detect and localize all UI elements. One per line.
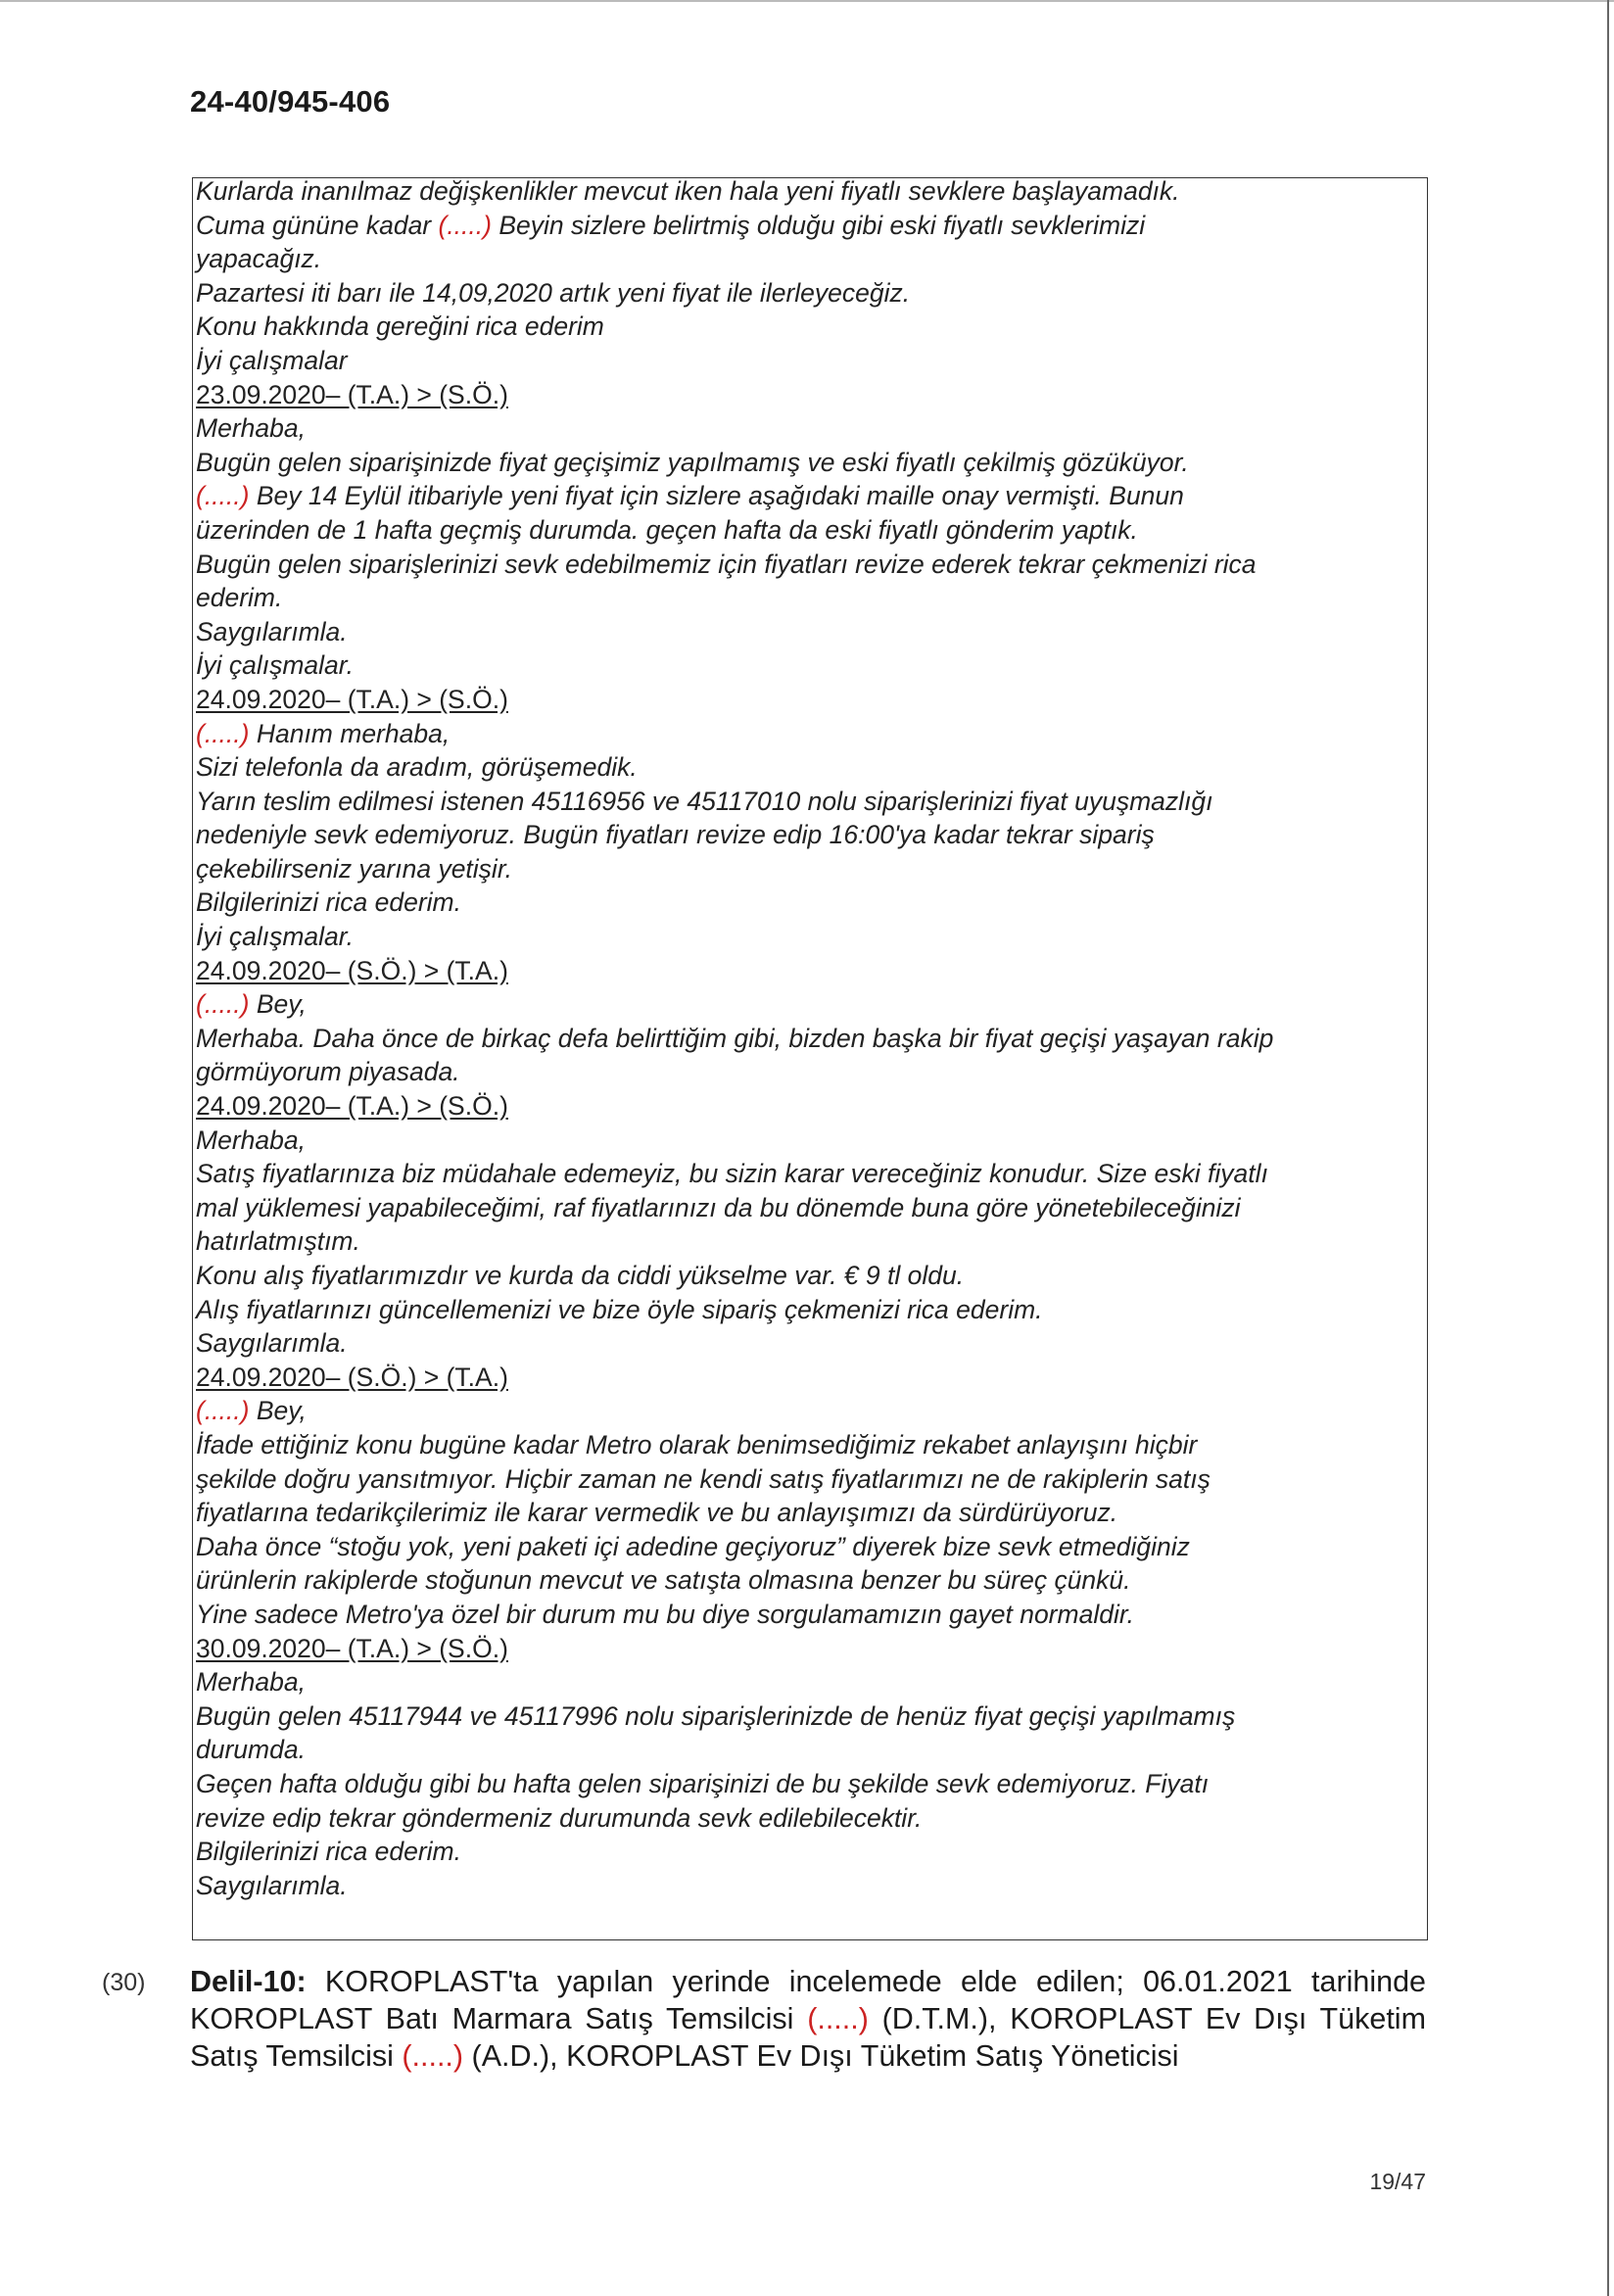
paragraph-number: (30) xyxy=(102,1969,146,1996)
quote-line: İyi çalışmalar xyxy=(196,345,348,375)
quote-line: üzerinden de 1 hafta geçmiş durumda. geçen hafta da eski fiyatlı gönderim yaptık. xyxy=(196,514,1138,545)
redacted-name: (.....) xyxy=(196,1396,250,1426)
quote-line: Bugün gelen 45117944 ve 45117996 nolu siparişlerinizde de henüz fiyat geçişi yapılmamış xyxy=(196,1700,1236,1731)
email-date-line: 24.09.2020– (S.Ö.) > (T.A.) xyxy=(196,955,508,985)
document-number: 24-40/945-406 xyxy=(190,84,391,119)
scan-edge-top xyxy=(0,0,1614,2)
quote-line: Merhaba, xyxy=(196,1667,306,1698)
quote-line: Merhaba, xyxy=(196,1124,306,1155)
quote-line: görmüyorum piyasada. xyxy=(196,1057,460,1087)
quote-line: mal yüklemesi yapabileceğimi, raf fiyatlarınızı da bu dönemde buna göre yönetebileceğinizi xyxy=(196,1192,1241,1222)
evidence-paragraph: Delil-10: KOROPLAST'ta yapılan yerinde incelemede elde edilen; 06.01.2021 tarihinde KOROPLAST Batı Marmara Satış Temsilcisi (.....) (D.T.M.), KOROPLAST Ev Dışı Tüketim Satış Temsilcisi (.....) (A.D.), KOROPLAST Ev Dışı Tüketim Satış Yöneticisi xyxy=(190,1965,1426,2073)
quote-line: (.....) Bey 14 Eylül itibariyle yeni fiyat için sizlere aşağıdaki maille onay vermişti. Bunun xyxy=(196,481,1184,511)
quote-line: Pazartesi iti barı ile 14,09,2020 artık yeni fiyat ile ilerleyeceğiz. xyxy=(196,277,911,308)
redacted-name: (.....) xyxy=(196,989,250,1020)
email-date-line: 24.09.2020– (S.Ö.) > (T.A.) xyxy=(196,1362,508,1392)
quote-line: durumda. xyxy=(196,1735,306,1765)
quote-line: Bugün gelen siparişlerinizi sevk edebilmemiz için fiyatları revize ederek tekrar çekmenizi rica xyxy=(196,549,1257,579)
quote-line: Bilgilerinizi rica ederim. xyxy=(196,1837,461,1867)
quote-line: Cuma gününe kadar (.....) Beyin sizlere belirtmiş olduğu gibi eski fiyatlı sevklerimizi xyxy=(196,210,1146,240)
quote-line: yapacağız. xyxy=(196,244,322,274)
quote-line: Konu alış fiyatlarımızdır ve kurda da ciddi yükselme var. € 9 tl oldu. xyxy=(196,1261,965,1290)
quote-line: Konu hakkında gereğini rica ederim xyxy=(196,311,604,342)
quote-line: Merhaba, xyxy=(196,413,306,444)
quote-line: şekilde doğru yansıtmıyor. Hiçbir zaman ne kendi satış fiyatlarımızı ne de rakiplerin satış xyxy=(196,1463,1210,1494)
quote-line: Saygılarımla. xyxy=(196,1870,348,1900)
scan-edge-right xyxy=(1607,0,1609,2296)
quote-line: Saygılarımla. xyxy=(196,616,348,646)
quote-line: (.....) Hanım merhaba, xyxy=(196,718,451,748)
quote-line: Yine sadece Metro'ya özel bir durum mu bu diye sorgulamamızın gayet normaldir. xyxy=(196,1599,1135,1629)
email-date-line: 23.09.2020– (T.A.) > (S.Ö.) xyxy=(196,379,508,409)
quote-line: Satış fiyatlarınıza biz müdahale edemeyiz, bu sizin karar vereceğiniz konudur. Size eski fiyatlı xyxy=(196,1159,1268,1189)
redacted-name: (.....) xyxy=(807,2002,869,2035)
quote-line: Saygılarımla. xyxy=(196,1328,348,1359)
quote-line: Bilgilerinizi rica ederim. xyxy=(196,887,461,918)
quote-line: ederim. xyxy=(196,583,283,613)
redacted-name: (.....) xyxy=(402,2039,464,2073)
quote-line: ürünlerin rakiplerde stoğunun mevcut ve satışta olmasına benzer bu süreç çünkü. xyxy=(196,1565,1131,1596)
quote-line: İfade ettiğiniz konu bugüne kadar Metro olarak benimsediğimiz rekabet anlayışını hiçbir xyxy=(196,1429,1198,1459)
quote-line: çekebilirseniz yarına yetişir. xyxy=(196,853,513,884)
email-date-line: 30.09.2020– (T.A.) > (S.Ö.) xyxy=(196,1633,508,1663)
quote-line: (.....) Bey, xyxy=(196,989,307,1020)
quote-line: İyi çalışmalar. xyxy=(196,650,354,681)
quote-line: Alış fiyatlarınızı güncellemenizi ve bize öyle sipariş çekmenizi rica ederim. xyxy=(196,1294,1043,1324)
email-date-line: 24.09.2020– (T.A.) > (S.Ö.) xyxy=(196,1091,508,1122)
quote-line: hatırlatmıştım. xyxy=(196,1226,360,1257)
redacted-name: (.....) xyxy=(438,210,492,240)
quote-line: Merhaba. Daha önce de birkaç defa belirttiğim gibi, bizden başka bir fiyat geçişi yaşayan rakip xyxy=(196,1023,1274,1053)
quote-line: (.....) Bey, xyxy=(196,1396,307,1426)
redacted-name: (.....) xyxy=(196,718,250,748)
quote-line: Kurlarda inanılmaz değişkenlikler mevcut iken hala yeni fiyatlı sevklere başlayamadık. xyxy=(196,176,1180,206)
quote-line: Sizi telefonla da aradım, görüşemedik. xyxy=(196,752,638,783)
quote-line: Geçen hafta olduğu gibi bu hafta gelen siparişinizi de bu şekilde sevk edemiyoruz. Fiyatı xyxy=(196,1768,1210,1798)
quote-line: nedeniyle sevk edemiyoruz. Bugün fiyatları revize edip 16:00'ya kadar tekrar sipariş xyxy=(196,820,1155,850)
email-date-line: 24.09.2020– (T.A.) > (S.Ö.) xyxy=(196,684,508,714)
evidence-label: Delil-10: xyxy=(190,1965,307,1998)
quote-line: Yarın teslim edilmesi istenen 45116956 ve 45117010 nolu siparişlerinizi fiyat uyuşmazlığı xyxy=(196,786,1213,816)
quote-line: İyi çalışmalar. xyxy=(196,922,354,952)
redacted-name: (.....) xyxy=(196,481,250,511)
quote-line: fiyatlarına tedarikçilerimiz ile karar vermedik ve bu anlayışımızı da sürdürüyoruz. xyxy=(196,1498,1118,1528)
email-quote-text xyxy=(196,174,1420,1902)
quote-line: Daha önce “stoğu yok, yeni paketi içi adedine geçiyoruz” diyerek bize sevk etmediğiniz xyxy=(196,1531,1190,1561)
page-number: 19/47 xyxy=(1369,2169,1426,2194)
quote-line: Bugün gelen siparişinizde fiyat geçişimiz yapılmamış ve eski fiyatlı çekilmiş gözüküyor. xyxy=(196,447,1189,477)
quote-line: revize edip tekrar göndermeniz durumunda sevk edilebilecektir. xyxy=(196,1802,923,1833)
